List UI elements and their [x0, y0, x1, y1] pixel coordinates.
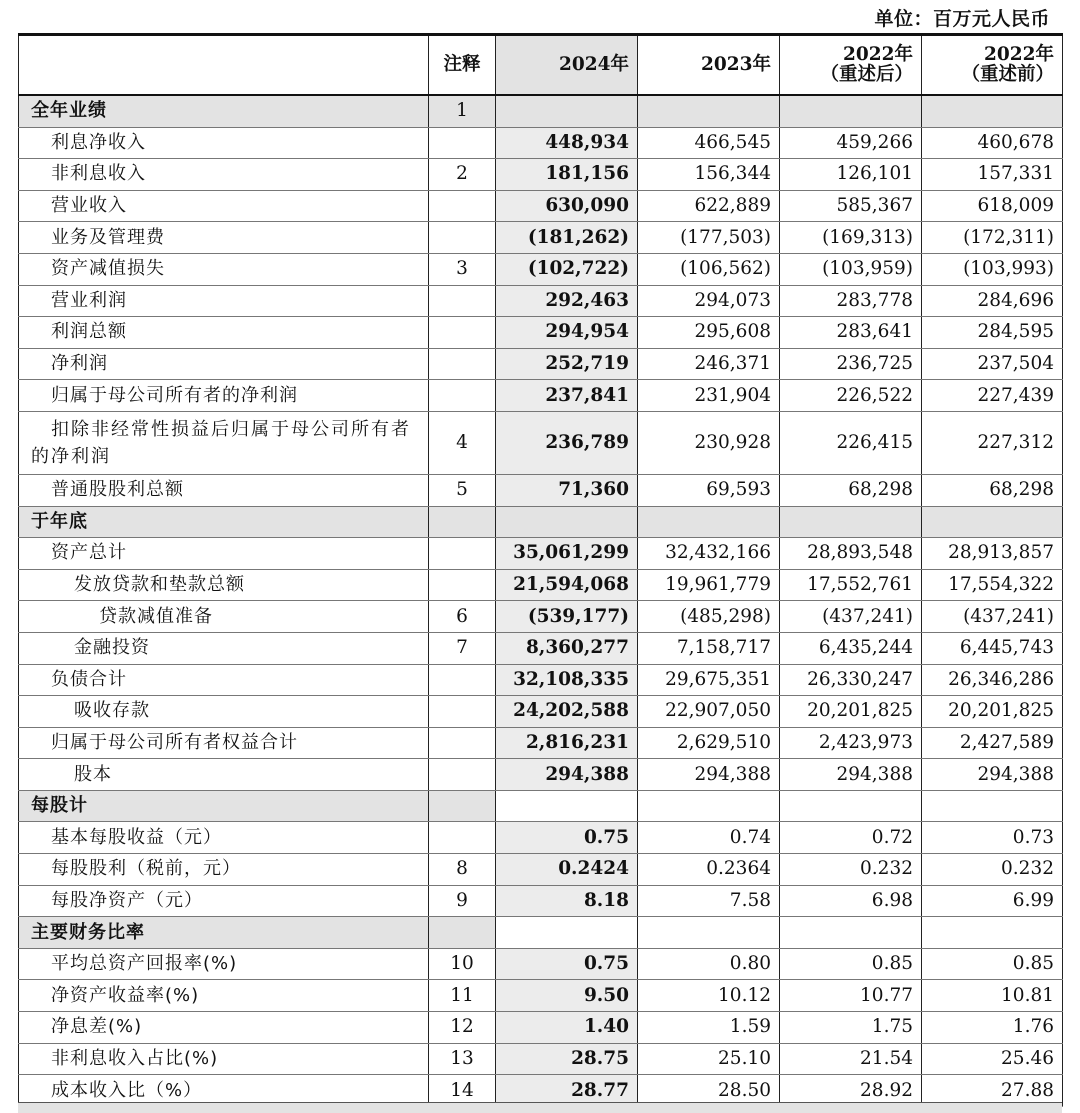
- row-note: 14: [429, 1075, 496, 1107]
- row-note: [429, 348, 496, 380]
- value-2022-original: 10.81: [922, 980, 1063, 1012]
- table-row: [19, 664, 1063, 696]
- table-row: [19, 222, 1063, 254]
- row-label: 金融投资: [19, 632, 429, 664]
- value-2022-restated: 0.232: [780, 854, 922, 886]
- table-row: [19, 474, 1063, 506]
- value-2023: 22,907,050: [638, 696, 780, 728]
- row-label: 发放贷款和垫款总额: [19, 569, 429, 601]
- value-2024: 24,202,588: [496, 696, 638, 728]
- value-2022-restated: 226,522: [780, 380, 922, 412]
- row-label: 扣除非经常性损益后归属于母公司所有者的净利润: [19, 411, 429, 474]
- value-2024: (102,722): [496, 253, 638, 285]
- row-note: 11: [429, 980, 496, 1012]
- row-label: 成本收入比（%）: [19, 1075, 429, 1107]
- row-note: [429, 127, 496, 159]
- value-2022-original: 20,201,825: [922, 696, 1063, 728]
- value-2023: 0.2364: [638, 854, 780, 886]
- value-2022-restated: 0.72: [780, 822, 922, 854]
- value-2022-restated: 6,435,244: [780, 632, 922, 664]
- table-row: [19, 885, 1063, 917]
- row-label: 每股净资产（元）: [19, 885, 429, 917]
- row-label: 归属于母公司所有者的净利润: [19, 380, 429, 412]
- value-2023: 466,545: [638, 127, 780, 159]
- value-2022-restated: 17,552,761: [780, 569, 922, 601]
- value-2024: 448,934: [496, 127, 638, 159]
- section-blank-cell: [780, 917, 922, 949]
- section-blank-cell: [780, 790, 922, 822]
- value-2023: 1.59: [638, 1012, 780, 1044]
- value-2024: 0.75: [496, 822, 638, 854]
- header-2023: 2023年: [638, 35, 780, 96]
- value-2023: 156,344: [638, 159, 780, 191]
- value-2022-original: 294,388: [922, 759, 1063, 791]
- row-note: [429, 380, 496, 412]
- row-note: [429, 822, 496, 854]
- value-2024: 8,360,277: [496, 632, 638, 664]
- header-2022-original: 2022年 （重述前）: [922, 35, 1063, 96]
- section-blank-cell: [638, 95, 780, 127]
- row-label: 资产总计: [19, 538, 429, 570]
- section-blank-cell: [496, 506, 638, 538]
- value-2022-original: 618,009: [922, 190, 1063, 222]
- table-row: [19, 696, 1063, 728]
- value-2022-restated: 283,778: [780, 285, 922, 317]
- row-label: 基本每股收益（元）: [19, 822, 429, 854]
- value-2024: 252,719: [496, 348, 638, 380]
- value-2022-original: 1.76: [922, 1012, 1063, 1044]
- header-2022-restated: 2022年 （重述后）: [780, 35, 922, 96]
- value-2022-restated: 21.54: [780, 1043, 922, 1075]
- value-2022-restated: 2,423,973: [780, 727, 922, 759]
- value-2024: 28.77: [496, 1075, 638, 1107]
- value-2023: 0.74: [638, 822, 780, 854]
- row-note: [429, 538, 496, 570]
- value-2024: 1.40: [496, 1012, 638, 1044]
- row-note: [429, 569, 496, 601]
- value-2024: 71,360: [496, 474, 638, 506]
- value-2023: 0.80: [638, 948, 780, 980]
- table-row: [19, 159, 1063, 191]
- value-2022-restated: 459,266: [780, 127, 922, 159]
- row-label: 贷款减值准备: [19, 601, 429, 633]
- value-2024: 35,061,299: [496, 538, 638, 570]
- value-2022-original: 26,346,286: [922, 664, 1063, 696]
- section-header: [19, 790, 1063, 822]
- row-label: 资产减值损失: [19, 253, 429, 285]
- value-2023: 10.12: [638, 980, 780, 1012]
- header-item-blank: [19, 35, 429, 96]
- table-row: [19, 285, 1063, 317]
- row-label: 普通股股利总额: [19, 474, 429, 506]
- value-2022-restated: 28,893,548: [780, 538, 922, 570]
- value-2022-restated: (437,241): [780, 601, 922, 633]
- section-title: 主要财务比率: [19, 917, 429, 949]
- section-blank-cell: [638, 790, 780, 822]
- section-note: [429, 790, 496, 822]
- value-2024: 0.2424: [496, 854, 638, 886]
- value-2022-original: (103,993): [922, 253, 1063, 285]
- header-row: [19, 35, 1063, 96]
- value-2024: 181,156: [496, 159, 638, 191]
- table-row: [19, 380, 1063, 412]
- row-note: 8: [429, 854, 496, 886]
- row-note: [429, 664, 496, 696]
- row-note: [429, 317, 496, 349]
- row-label: 净利润: [19, 348, 429, 380]
- value-2022-original: 227,312: [922, 411, 1063, 474]
- table-row: [19, 727, 1063, 759]
- value-2023: 19,961,779: [638, 569, 780, 601]
- section-blank-cell: [922, 95, 1063, 127]
- value-2024: (181,262): [496, 222, 638, 254]
- table-row: [19, 601, 1063, 633]
- value-2022-restated: 226,415: [780, 411, 922, 474]
- row-note: 2: [429, 159, 496, 191]
- value-2023: 231,904: [638, 380, 780, 412]
- table-body: [19, 95, 1063, 1106]
- value-2024: 292,463: [496, 285, 638, 317]
- row-note: [429, 696, 496, 728]
- table-row: [19, 1012, 1063, 1044]
- header-2024: 2024年: [496, 35, 638, 96]
- value-2023: 29,675,351: [638, 664, 780, 696]
- value-2022-restated: 26,330,247: [780, 664, 922, 696]
- section-header: [19, 917, 1063, 949]
- row-note: 10: [429, 948, 496, 980]
- table-row: [19, 980, 1063, 1012]
- row-note: [429, 759, 496, 791]
- value-2023: 622,889: [638, 190, 780, 222]
- value-2023: 7,158,717: [638, 632, 780, 664]
- value-2024: 294,388: [496, 759, 638, 791]
- value-2022-original: 28,913,857: [922, 538, 1063, 570]
- value-2022-original: 237,504: [922, 348, 1063, 380]
- section-title: 每股计: [19, 790, 429, 822]
- value-2022-original: (437,241): [922, 601, 1063, 633]
- row-note: 4: [429, 411, 496, 474]
- row-label: 营业收入: [19, 190, 429, 222]
- section-title: 全年业绩: [19, 95, 429, 127]
- row-note: [429, 190, 496, 222]
- value-2024: 294,954: [496, 317, 638, 349]
- row-label: 净息差(%): [19, 1012, 429, 1044]
- value-2023: 246,371: [638, 348, 780, 380]
- row-note: 5: [429, 474, 496, 506]
- value-2024: 630,090: [496, 190, 638, 222]
- value-2022-original: 284,696: [922, 285, 1063, 317]
- row-note: 12: [429, 1012, 496, 1044]
- section-note: [429, 917, 496, 949]
- value-2023: 7.58: [638, 885, 780, 917]
- value-2024: 236,789: [496, 411, 638, 474]
- row-label: 股本: [19, 759, 429, 791]
- section-title: 于年底: [19, 506, 429, 538]
- section-header: [19, 506, 1063, 538]
- section-blank-cell: [496, 790, 638, 822]
- row-label: 业务及管理费: [19, 222, 429, 254]
- section-blank-cell: [922, 506, 1063, 538]
- value-2023: (106,562): [638, 253, 780, 285]
- section-header: [19, 95, 1063, 127]
- value-2022-original: (172,311): [922, 222, 1063, 254]
- table-row: [19, 822, 1063, 854]
- value-2022-restated: 294,388: [780, 759, 922, 791]
- section-blank-cell: [922, 790, 1063, 822]
- row-label: 平均总资产回报率(%): [19, 948, 429, 980]
- value-2023: 25.10: [638, 1043, 780, 1075]
- row-label: 非利息收入占比(%): [19, 1043, 429, 1075]
- row-label: 吸收存款: [19, 696, 429, 728]
- value-2022-original: 0.232: [922, 854, 1063, 886]
- value-2022-original: 68,298: [922, 474, 1063, 506]
- row-label: 非利息收入: [19, 159, 429, 191]
- value-2024: 32,108,335: [496, 664, 638, 696]
- value-2023: 28.50: [638, 1075, 780, 1107]
- row-note: [429, 222, 496, 254]
- row-note: [429, 727, 496, 759]
- row-note: [429, 285, 496, 317]
- value-2024: (539,177): [496, 601, 638, 633]
- row-label: 负债合计: [19, 664, 429, 696]
- value-2022-original: 17,554,322: [922, 569, 1063, 601]
- table-row: [19, 253, 1063, 285]
- table-row: [19, 854, 1063, 886]
- value-2023: (177,503): [638, 222, 780, 254]
- value-2022-restated: (103,959): [780, 253, 922, 285]
- row-label: 归属于母公司所有者权益合计: [19, 727, 429, 759]
- value-2022-original: 460,678: [922, 127, 1063, 159]
- value-2024: 0.75: [496, 948, 638, 980]
- value-2022-original: 284,595: [922, 317, 1063, 349]
- table-row: [19, 948, 1063, 980]
- unit-label: 单位：百万元人民币: [874, 8, 1050, 30]
- section-blank-cell: [638, 506, 780, 538]
- value-2024: 2,816,231: [496, 727, 638, 759]
- value-2022-original: 157,331: [922, 159, 1063, 191]
- section-note: [429, 506, 496, 538]
- value-2022-restated: (169,313): [780, 222, 922, 254]
- value-2022-restated: 68,298: [780, 474, 922, 506]
- table-row: [19, 538, 1063, 570]
- table-row: [19, 411, 1063, 474]
- value-2022-restated: 10.77: [780, 980, 922, 1012]
- value-2022-original: 227,439: [922, 380, 1063, 412]
- row-note: 9: [429, 885, 496, 917]
- table-row: [19, 127, 1063, 159]
- value-2022-original: 25.46: [922, 1043, 1063, 1075]
- value-2022-restated: 283,641: [780, 317, 922, 349]
- value-2023: 69,593: [638, 474, 780, 506]
- value-2024: 9.50: [496, 980, 638, 1012]
- row-note: 6: [429, 601, 496, 633]
- value-2023: 294,388: [638, 759, 780, 791]
- row-label: 利润总额: [19, 317, 429, 349]
- value-2022-original: 27.88: [922, 1075, 1063, 1107]
- value-2022-original: 6.99: [922, 885, 1063, 917]
- row-note: 13: [429, 1043, 496, 1075]
- row-label: 净资产收益率(%): [19, 980, 429, 1012]
- table-row: [19, 632, 1063, 664]
- section-blank-cell: [922, 917, 1063, 949]
- value-2022-original: 6,445,743: [922, 632, 1063, 664]
- value-2022-original: 0.73: [922, 822, 1063, 854]
- table-row: [19, 317, 1063, 349]
- row-label: 利息净收入: [19, 127, 429, 159]
- value-2023: 230,928: [638, 411, 780, 474]
- next-section-edge: [18, 1102, 1062, 1113]
- row-note: 3: [429, 253, 496, 285]
- value-2024: 237,841: [496, 380, 638, 412]
- value-2024: 21,594,068: [496, 569, 638, 601]
- value-2023: (485,298): [638, 601, 780, 633]
- value-2023: 2,629,510: [638, 727, 780, 759]
- section-blank-cell: [780, 95, 922, 127]
- section-blank-cell: [496, 917, 638, 949]
- value-2022-restated: 236,725: [780, 348, 922, 380]
- section-blank-cell: [780, 506, 922, 538]
- table-row: [19, 759, 1063, 791]
- value-2022-original: 2,427,589: [922, 727, 1063, 759]
- financial-summary-table: [18, 33, 1063, 1107]
- value-2022-original: 0.85: [922, 948, 1063, 980]
- section-note: 1: [429, 95, 496, 127]
- value-2022-restated: 1.75: [780, 1012, 922, 1044]
- value-2022-restated: 6.98: [780, 885, 922, 917]
- value-2022-restated: 20,201,825: [780, 696, 922, 728]
- value-2023: 294,073: [638, 285, 780, 317]
- value-2024: 8.18: [496, 885, 638, 917]
- value-2023: 295,608: [638, 317, 780, 349]
- value-2024: 28.75: [496, 1043, 638, 1075]
- table-row: [19, 190, 1063, 222]
- value-2022-restated: 28.92: [780, 1075, 922, 1107]
- value-2022-restated: 585,367: [780, 190, 922, 222]
- section-blank-cell: [496, 95, 638, 127]
- section-blank-cell: [638, 917, 780, 949]
- value-2022-restated: 0.85: [780, 948, 922, 980]
- value-2023: 32,432,166: [638, 538, 780, 570]
- row-label: 营业利润: [19, 285, 429, 317]
- header-note: 注释: [429, 35, 496, 96]
- table-row: [19, 569, 1063, 601]
- row-note: 7: [429, 632, 496, 664]
- value-2022-restated: 126,101: [780, 159, 922, 191]
- row-label: 每股股利（税前，元）: [19, 854, 429, 886]
- table-row: [19, 348, 1063, 380]
- table-row: [19, 1043, 1063, 1075]
